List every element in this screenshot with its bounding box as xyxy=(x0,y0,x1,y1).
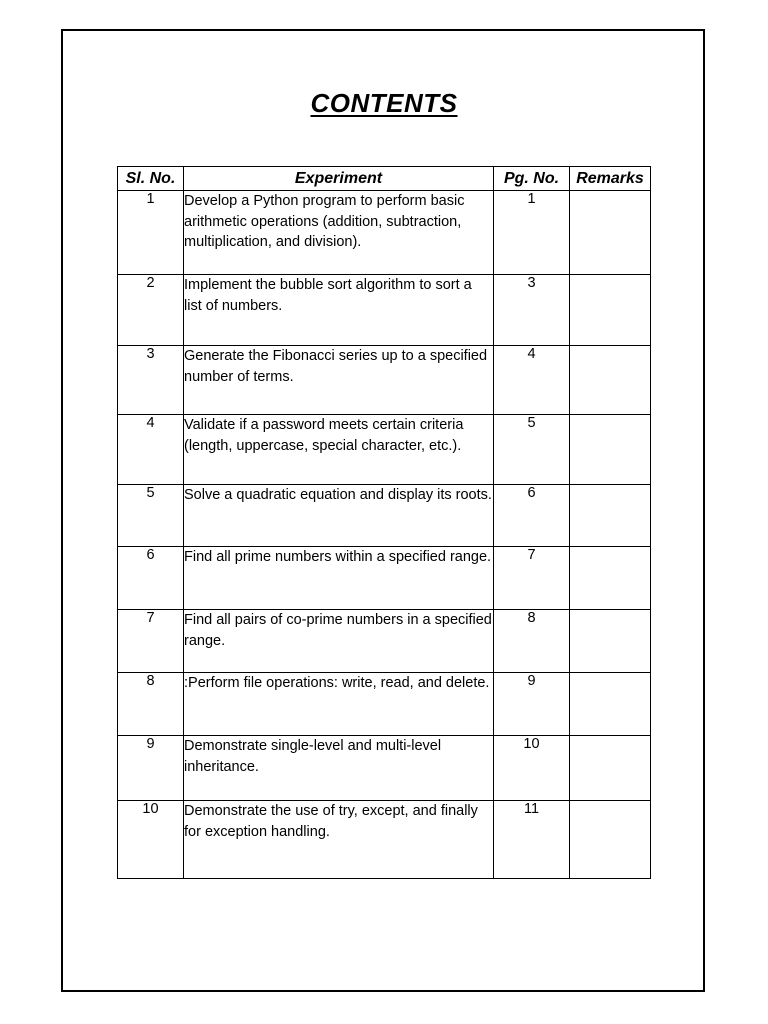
row-remarks xyxy=(570,610,651,673)
row-remarks xyxy=(570,191,651,275)
row-sl-no: 3 xyxy=(118,346,184,415)
row-page-number: 11 xyxy=(494,801,570,879)
row-page-number: 3 xyxy=(494,275,570,346)
table-row xyxy=(118,275,651,346)
row-experiment: Find all pairs of co-prime numbers in a specified range. xyxy=(184,610,494,673)
row-experiment: Demonstrate the use of try, except, and finally for exception handling. xyxy=(184,801,494,879)
row-page-number: 4 xyxy=(494,346,570,415)
row-experiment: Demonstrate single-level and multi-level inheritance. xyxy=(184,736,494,801)
table-row xyxy=(118,415,651,485)
row-sl-no: 1 xyxy=(118,191,184,275)
row-experiment: Solve a quadratic equation and display its roots. xyxy=(184,485,494,547)
contents-table xyxy=(117,166,651,879)
row-page-number: 10 xyxy=(494,736,570,801)
page-title: CONTENTS xyxy=(310,88,458,118)
table-row xyxy=(118,547,651,610)
table-row xyxy=(118,485,651,547)
row-sl-no: 10 xyxy=(118,801,184,879)
header-experiment: Experiment xyxy=(184,167,494,191)
table-row xyxy=(118,736,651,801)
row-sl-no: 2 xyxy=(118,275,184,346)
table-row xyxy=(118,346,651,415)
header-remarks: Remarks xyxy=(570,167,651,191)
row-experiment: Validate if a password meets certain criteria (length, uppercase, special character, etc.). xyxy=(184,415,494,485)
table-row xyxy=(118,610,651,673)
row-page-number: 5 xyxy=(494,415,570,485)
row-sl-no: 9 xyxy=(118,736,184,801)
row-remarks xyxy=(570,415,651,485)
row-sl-no: 4 xyxy=(118,415,184,485)
header-pg-no: Pg. No. xyxy=(494,167,570,191)
row-page-number: 7 xyxy=(494,547,570,610)
header-sl-no: Sl. No. xyxy=(118,167,184,191)
table-row xyxy=(118,191,651,275)
row-experiment: Develop a Python program to perform basic arithmetic operations (addition, subtraction, multiplication, and division). xyxy=(184,191,494,275)
table-row xyxy=(118,801,651,879)
row-remarks xyxy=(570,346,651,415)
row-remarks xyxy=(570,547,651,610)
row-experiment: Implement the bubble sort algorithm to sort a list of numbers. xyxy=(184,275,494,346)
row-remarks xyxy=(570,673,651,736)
table-header-row xyxy=(118,167,651,191)
row-remarks xyxy=(570,736,651,801)
table-row xyxy=(118,673,651,736)
row-experiment: :Perform file operations: write, read, and delete. xyxy=(184,673,494,736)
row-experiment: Find all prime numbers within a specified range. xyxy=(184,547,494,610)
row-page-number: 6 xyxy=(494,485,570,547)
row-remarks xyxy=(570,485,651,547)
row-page-number: 1 xyxy=(494,191,570,275)
row-page-number: 9 xyxy=(494,673,570,736)
row-sl-no: 6 xyxy=(118,547,184,610)
row-sl-no: 5 xyxy=(118,485,184,547)
row-sl-no: 7 xyxy=(118,610,184,673)
row-sl-no: 8 xyxy=(118,673,184,736)
row-remarks xyxy=(570,275,651,346)
row-page-number: 8 xyxy=(494,610,570,673)
row-experiment: Generate the Fibonacci series up to a specified number of terms. xyxy=(184,346,494,415)
row-remarks xyxy=(570,801,651,879)
